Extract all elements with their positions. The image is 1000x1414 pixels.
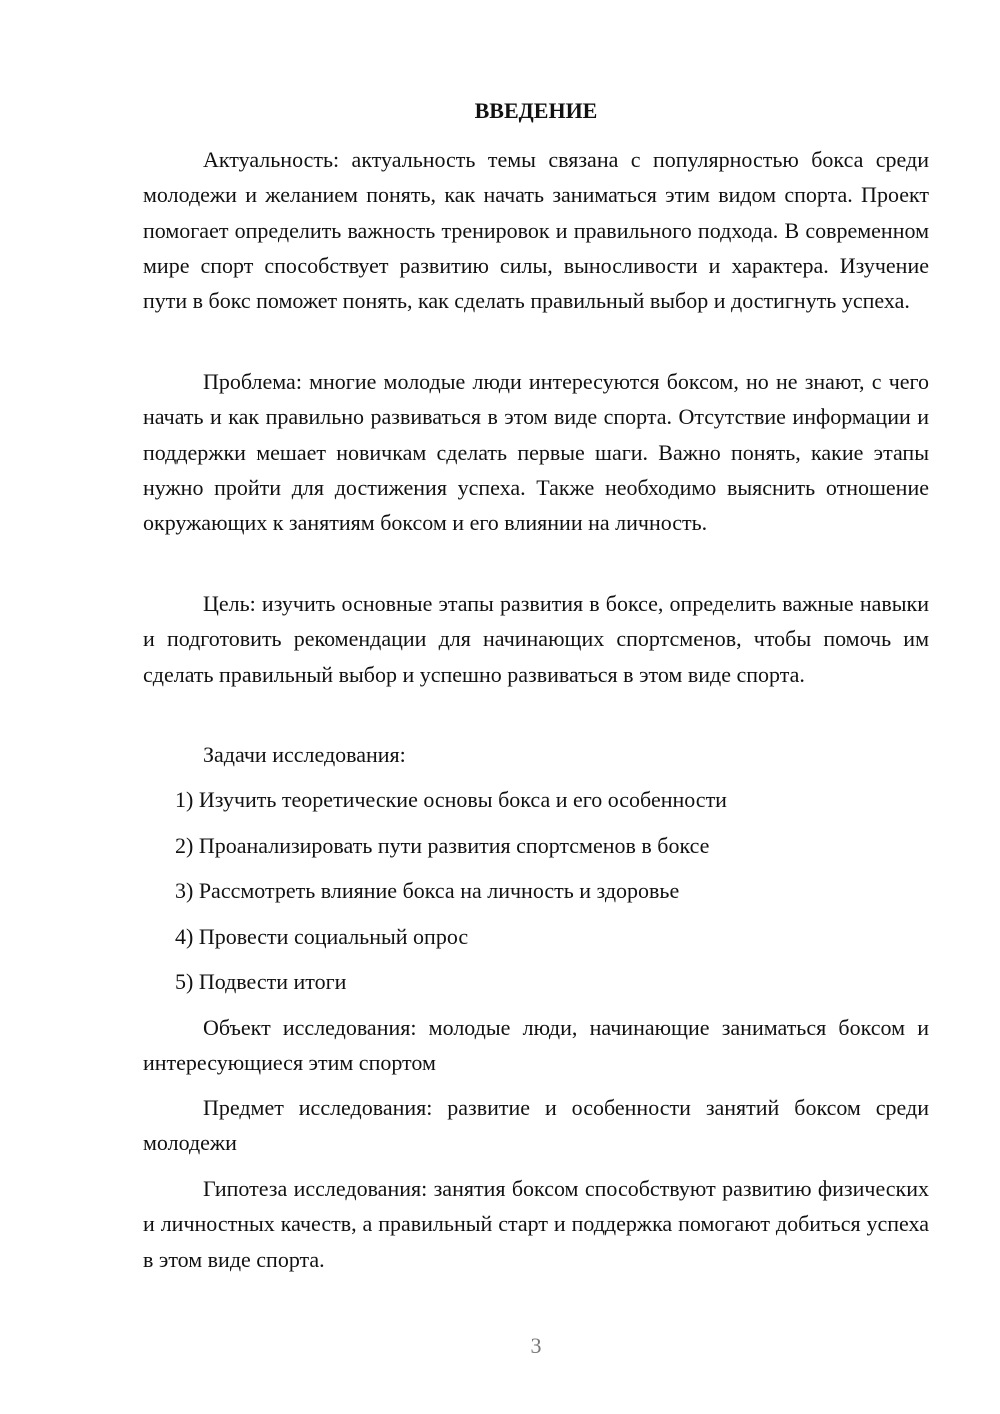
paragraph-goal: Цель: изучить основные этапы развития в боксе, определить важные навыки и подготовить рекомендации для начинающих спортсменов, чтобы помочь им сделать правильный выбор и успешно развиваться в этом виде спорта. (143, 591, 929, 687)
tasks-list (143, 782, 929, 1010)
page-number: 3 (530, 1333, 542, 1358)
paragraph-tasks-intro: Задачи исследования: (203, 742, 406, 767)
paragraph-problem: Проблема: многие молодые люди интересуются боксом, но не знают, с чего начать и как правильно развиваться в этом виде спорта. Отсутствие информации и поддержки мешает новичкам сделать первые шаги. Важно понять, какие этапы нужно пройти для достижения успеха. Также необходимо выяснить отношение окружающих к занятиям боксом и его влиянии на личность. (143, 369, 929, 536)
list-item: 1) Изучить теоретические основы бокса и его особенности (175, 787, 727, 812)
paragraph-subject: Предмет исследования: развитие и особенности занятий боксом среди молодежи (143, 1095, 929, 1156)
list-item: 4) Провести социальный опрос (175, 923, 469, 949)
section-heading: ВВЕДЕНИЕ (474, 98, 598, 123)
list-item: 5) Подвести итоги (175, 969, 347, 994)
paragraph-relevance: Актуальность: актуальность темы связана с популярностью бокса среди молодежи и желанием понять, как начать заниматься этим видом спорта. Проект помогает определить важность тренировок и правильного подхода. В современном мире спорт способствует развитию силы, выносливости и характера. Изучение пути в бокс поможет понять, как сделать правильный выбор и достигнуть успеха. (143, 147, 929, 314)
list-item: 2) Проанализировать пути развития спортсменов в боксе (175, 832, 710, 858)
paragraph-object: Объект исследования: молодые люди, начинающие заниматься боксом и интересующиеся этим спортом (143, 1015, 929, 1076)
list-item: 3) Рассмотреть влияние бокса на личность и здоровье (175, 878, 680, 903)
paragraph-hypothesis: Гипотеза исследования: занятия боксом способствуют развитию физических и личностных качеств, а правильный старт и поддержка помогают добиться успеха в этом виде спорта. (143, 1176, 929, 1272)
